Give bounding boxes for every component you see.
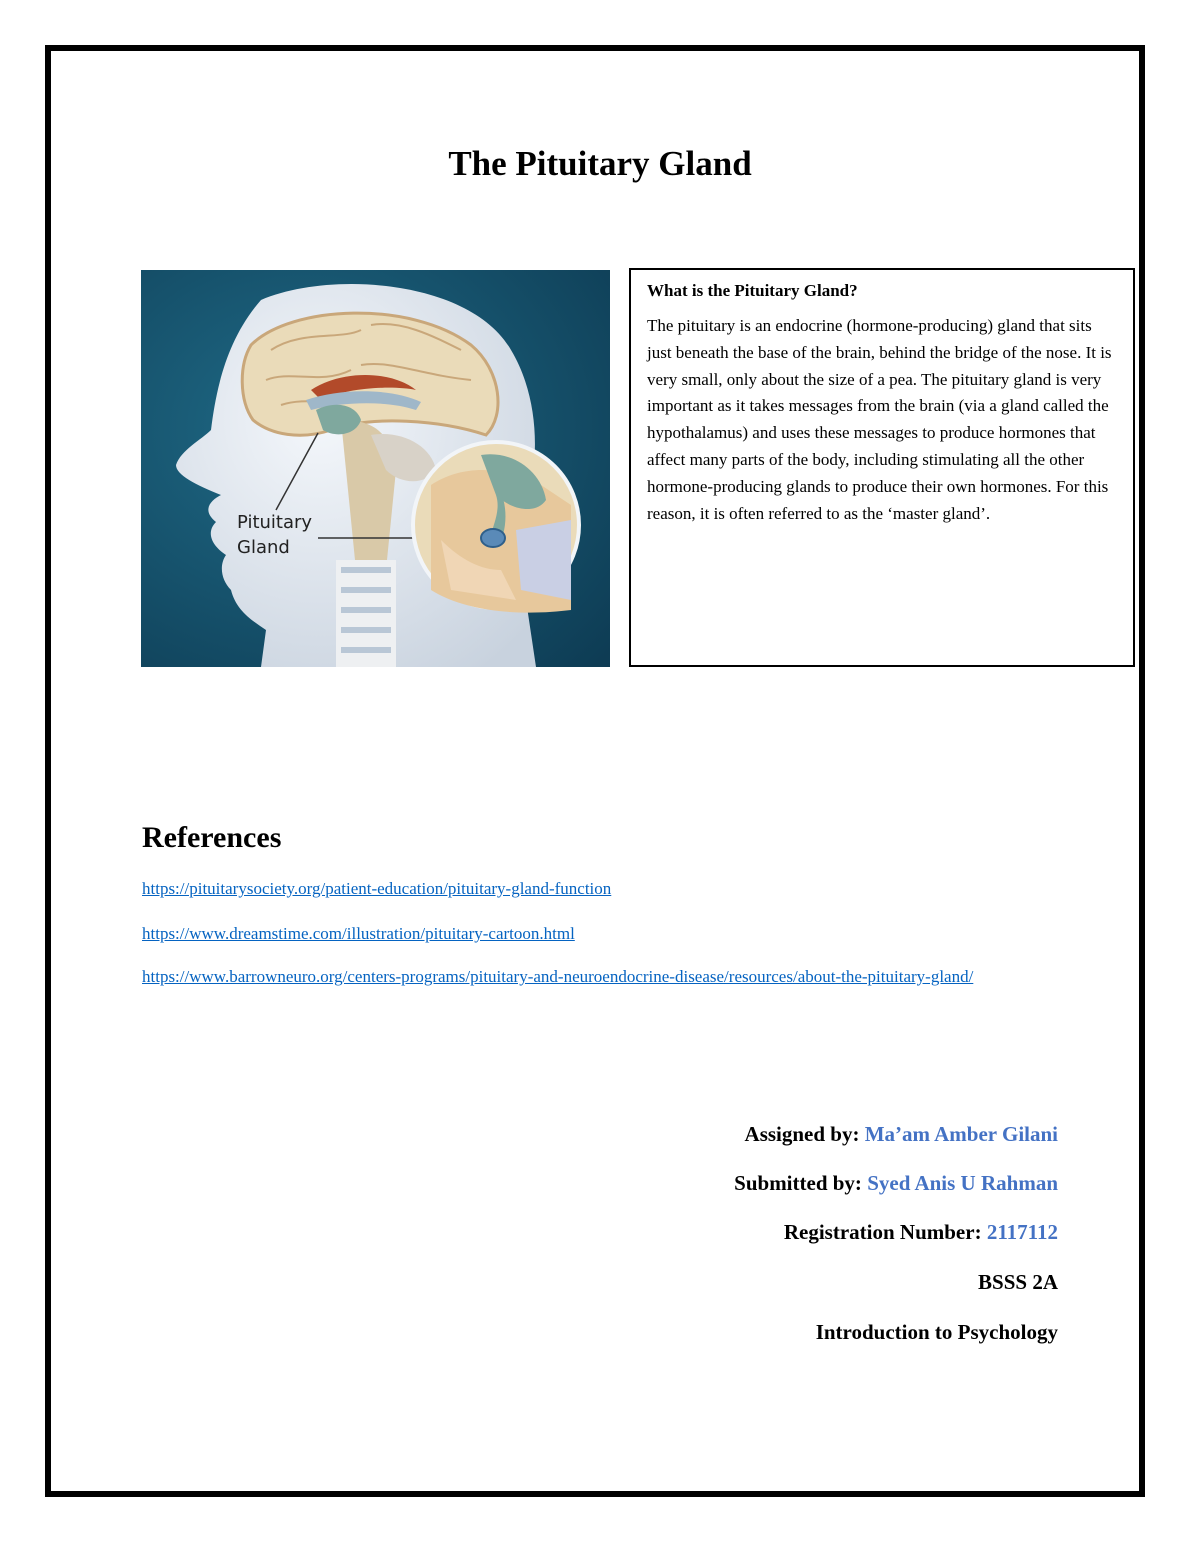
pituitary-gland-shape — [481, 529, 505, 547]
submitted-by-value: Syed Anis U Rahman — [867, 1171, 1058, 1195]
page-title: The Pituitary Gland — [448, 144, 752, 183]
submitted-by-label: Submitted by: — [734, 1171, 862, 1195]
registration-label: Registration Number: — [783, 1220, 982, 1244]
references-heading: References — [142, 821, 282, 854]
illustration-label: Pituitary Gland — [237, 512, 313, 558]
info-box-body: The pituitary is an endocrine (hormone-producing) gland that sits just beneath the base of the brain, behind the bridge of the nose. It is very small, only about the size of a pea. The pituitary gland is very important as it takes messages from the brain (via a gland called the hypothalamus) and uses these messages to produce hormones that affect many parts of the body, including stimulating all the other hormone-producing glands to produce their own hormones. For this reason, it is often referred to as the ‘master gland’. — [647, 316, 1112, 523]
registration-value: 2117112 — [986, 1220, 1058, 1244]
class-line: BSSS 2A — [978, 1270, 1058, 1294]
reference-link-dreamstime[interactable]: https://www.dreamstime.com/illustration/pituitary-cartoon.html — [142, 924, 575, 943]
assigned-by-value: Ma’am Amber Gilani — [864, 1122, 1058, 1146]
info-box-heading: What is the Pituitary Gland? — [647, 281, 858, 300]
info-box — [629, 268, 1135, 667]
registration-line — [784, 1218, 1058, 1246]
assigned-by-label: Assigned by: — [744, 1122, 860, 1146]
assigned-by-line — [745, 1120, 1058, 1148]
reference-link-pituitarysociety[interactable]: https://pituitarysociety.org/patient-education/pituitary-gland-function — [142, 879, 612, 898]
submitted-by-line — [734, 1169, 1058, 1197]
pituitary-illustration — [141, 270, 610, 667]
course-line: Introduction to Psychology — [815, 1320, 1058, 1344]
head-cross-section-illustration — [141, 270, 610, 667]
reference-link-barrowneuro[interactable]: https://www.barrowneuro.org/centers-programs/pituitary-and-neuroendocrine-disease/resources/about-the-pituitary-gland/ — [142, 967, 974, 986]
